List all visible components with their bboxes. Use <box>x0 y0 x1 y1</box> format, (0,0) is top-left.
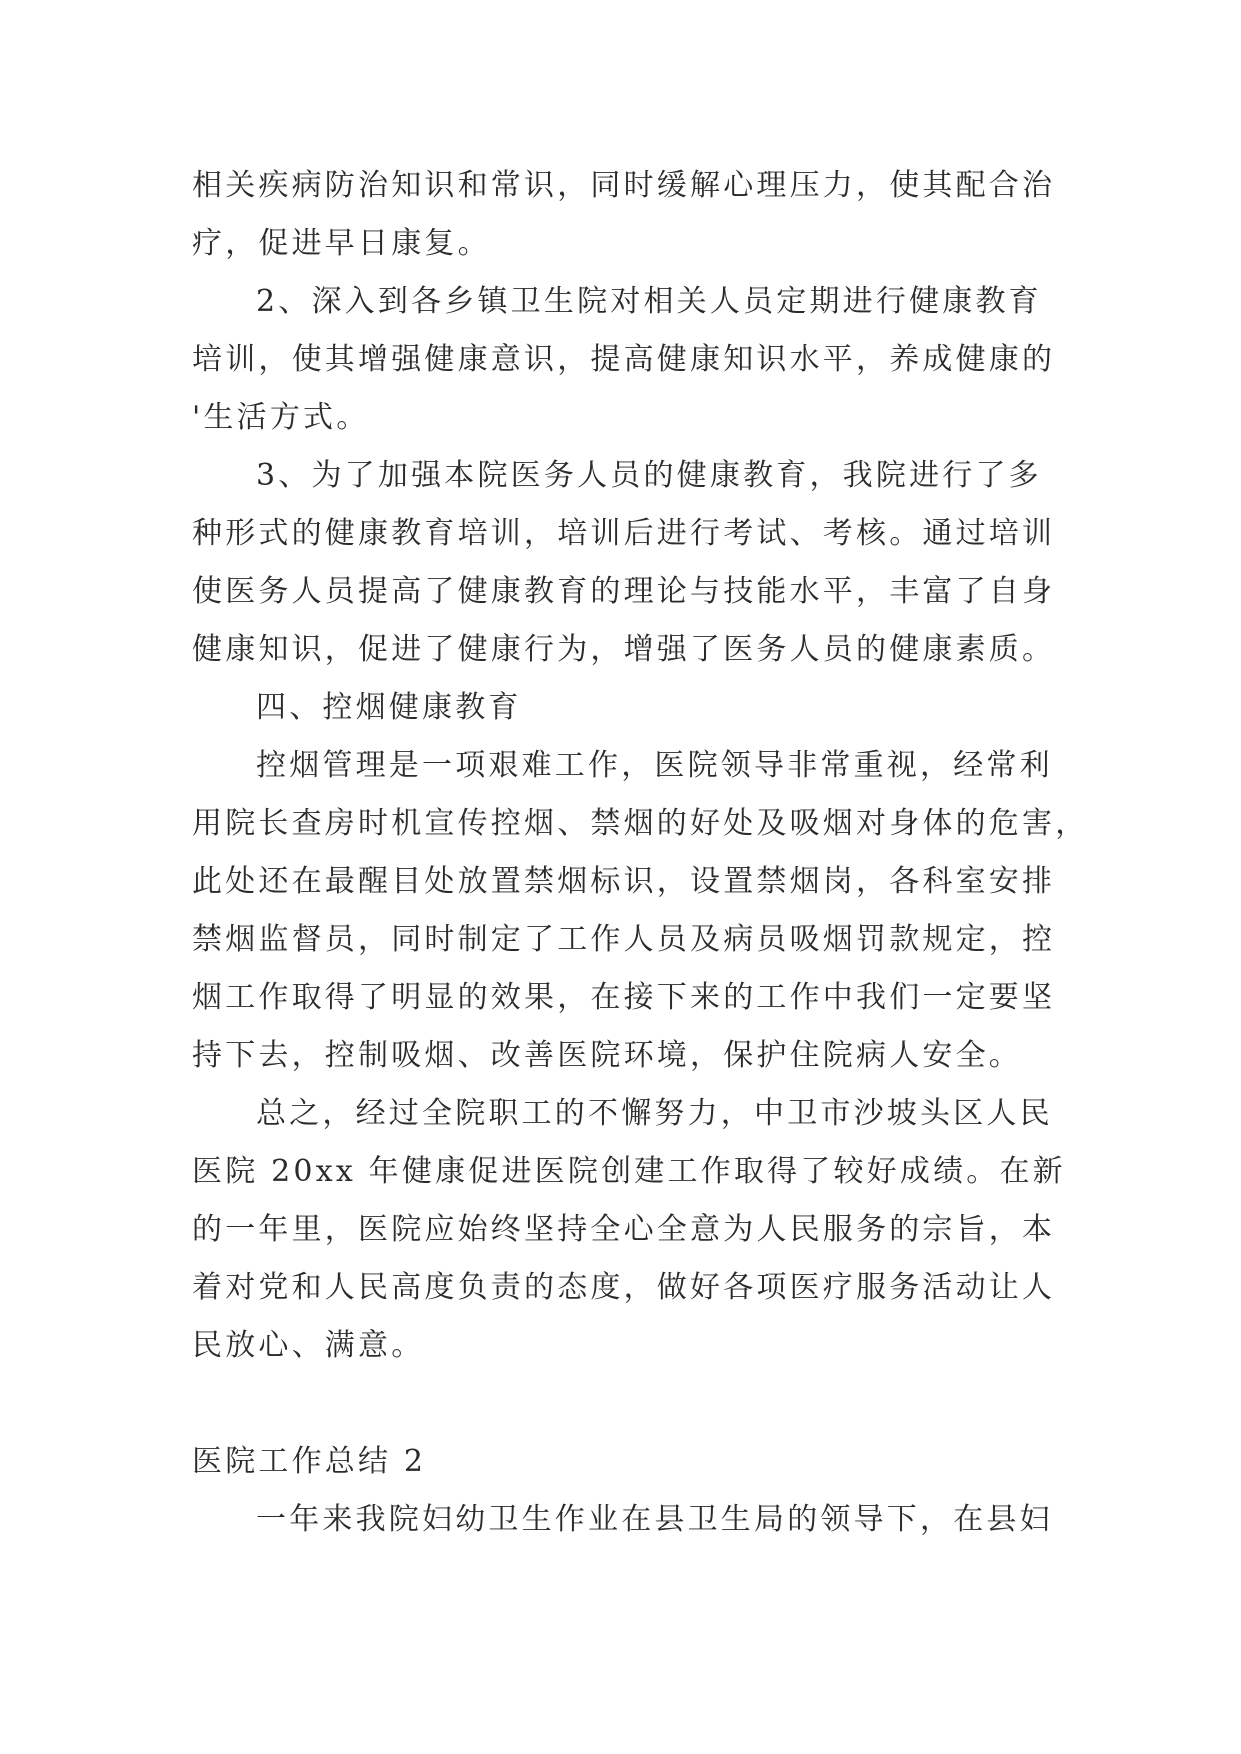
document-title: 医院工作总结 2 <box>192 1444 427 1479</box>
paragraph-start: 一年来我院妇幼卫生作业在县卫生局的领导下，在县妇 <box>256 1502 1053 1537</box>
paragraph-start: 控烟管理是一项艰难工作，医院领导非常重视，经常利 <box>256 748 1053 783</box>
paragraph-start: 2、深入到各乡镇卫生院对相关人员定期进行健康教育 <box>256 284 1042 319</box>
paragraph-start: 总之，经过全院职工的不懈努力，中卫市沙坡头区人民 <box>256 1096 1053 1131</box>
text-line: 着对党和人民高度负责的态度，做好各项医疗服务活动让人 <box>192 1270 1056 1305</box>
text-line: 烟工作取得了明显的效果，在接下来的工作中我们一定要坚 <box>192 980 1056 1015</box>
text-line: 此处还在最醒目处放置禁烟标识，设置禁烟岗，各科室安排 <box>192 864 1056 899</box>
text-line: 种形式的健康教育培训，培训后进行考试、考核。通过培训 <box>192 516 1056 551</box>
text-line: 的一年里，医院应始终坚持全心全意为人民服务的宗旨，本 <box>192 1212 1056 1247</box>
text-line: 用院长查房时机宣传控烟、禁烟的好处及吸烟对身体的危害， <box>192 806 1089 841</box>
text-line: 使医务人员提高了健康教育的理论与技能水平，丰富了自身 <box>192 574 1056 609</box>
text-line: 健康知识，促进了健康行为，增强了医务人员的健康素质。 <box>192 632 1056 667</box>
paragraph-start: 3、为了加强本院医务人员的健康教育，我院进行了多 <box>256 458 1042 493</box>
text-line: 相关疾病防治知识和常识，同时缓解心理压力，使其配合治 <box>192 168 1056 203</box>
text-line: 民放心、满意。 <box>192 1328 425 1363</box>
text-line: 疗，促进早日康复。 <box>192 226 491 261</box>
text-line: 持下去，控制吸烟、改善医院环境，保护住院病人安全。 <box>192 1038 1022 1073</box>
text-line: '生活方式。 <box>192 400 370 435</box>
section-heading: 四、控烟健康教育 <box>256 690 522 725</box>
text-line: 禁烟监督员，同时制定了工作人员及病员吸烟罚款规定，控 <box>192 922 1056 957</box>
text-line: 医院 20xx 年健康促进医院创建工作取得了较好成绩。在新 <box>192 1154 1066 1189</box>
text-line: 培训，使其增强健康意识，提高健康知识水平，养成健康的 <box>192 342 1056 377</box>
